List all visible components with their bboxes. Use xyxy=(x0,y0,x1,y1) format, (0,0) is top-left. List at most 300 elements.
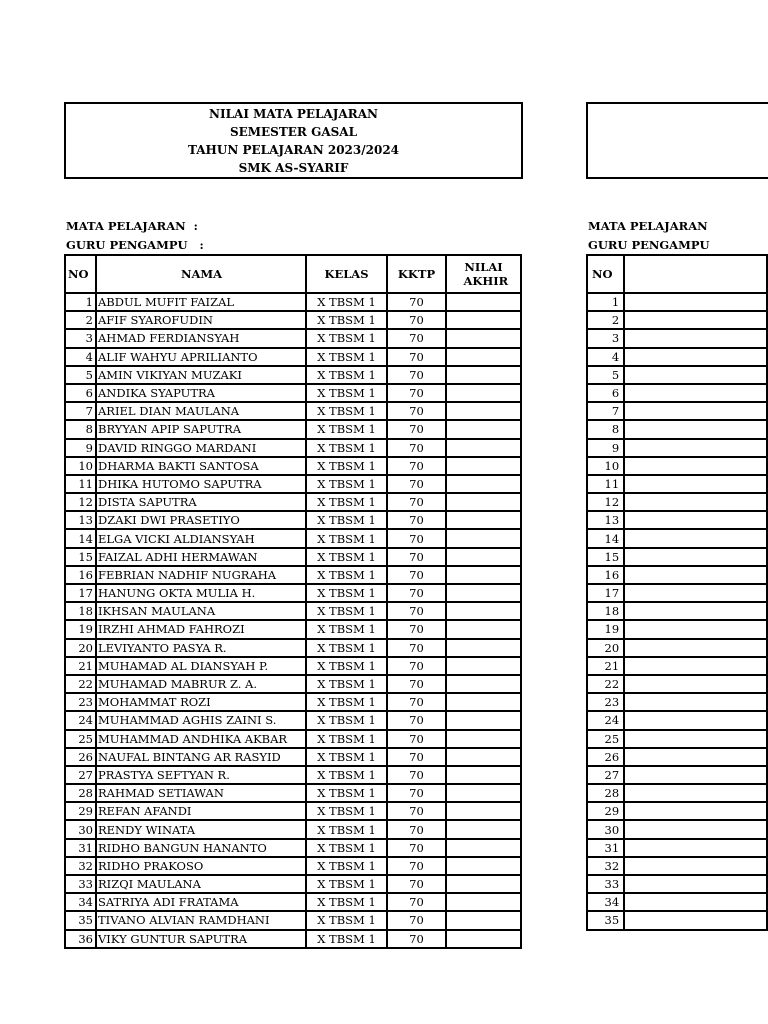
right-guru-pengampu-label: GURU PENGAMPU xyxy=(588,238,710,252)
row-kelas: X TBSM 1 xyxy=(306,802,387,820)
row-kktp: 70 xyxy=(387,857,446,875)
row-nilai-akhir[interactable] xyxy=(446,457,521,475)
table-row xyxy=(65,439,521,457)
side-row-rest xyxy=(624,566,767,584)
row-kktp: 70 xyxy=(387,329,446,347)
side-row-rest xyxy=(624,839,767,857)
col-header-nama: NAMA xyxy=(96,255,306,293)
row-nama: TIVANO ALVIAN RAMDHANI xyxy=(96,911,306,929)
row-no: 16 xyxy=(65,566,96,584)
side-row-no: 26 xyxy=(587,748,624,766)
side-row-no: 32 xyxy=(587,857,624,875)
row-nama: BRYYAN APIP SAPUTRA xyxy=(96,420,306,438)
row-kelas: X TBSM 1 xyxy=(306,911,387,929)
side-row-no: 25 xyxy=(587,730,624,748)
table-row xyxy=(65,639,521,657)
row-nama: MUHAMAD MABRUR Z. A. xyxy=(96,675,306,693)
row-nilai-akhir[interactable] xyxy=(446,548,521,566)
row-nama: RIZQI MAULANA xyxy=(96,875,306,893)
side-table-row xyxy=(587,748,767,766)
row-kktp: 70 xyxy=(387,675,446,693)
row-nilai-akhir[interactable] xyxy=(446,511,521,529)
guru-pengampu-label: GURU PENGAMPU : xyxy=(66,238,204,252)
table-row xyxy=(65,748,521,766)
row-no: 5 xyxy=(65,366,96,384)
row-nilai-akhir[interactable] xyxy=(446,584,521,602)
table-row xyxy=(65,529,521,547)
side-row-rest xyxy=(624,711,767,729)
row-nama: IKHSAN MAULANA xyxy=(96,602,306,620)
row-nama: DAVID RINGGO MARDANI xyxy=(96,439,306,457)
row-no: 22 xyxy=(65,675,96,693)
row-nama: AFIF SYAROFUDIN xyxy=(96,311,306,329)
row-nilai-akhir[interactable] xyxy=(446,893,521,911)
row-no: 10 xyxy=(65,457,96,475)
row-kelas: X TBSM 1 xyxy=(306,657,387,675)
side-table-row xyxy=(587,675,767,693)
side-table-row xyxy=(587,439,767,457)
side-row-no: 10 xyxy=(587,457,624,475)
side-row-rest xyxy=(624,675,767,693)
table-row xyxy=(65,930,521,948)
table-row xyxy=(65,384,521,402)
side-col-header-rest xyxy=(624,255,767,293)
row-kktp: 70 xyxy=(387,420,446,438)
row-no: 13 xyxy=(65,511,96,529)
row-nama: MUHAMMAD ANDHIKA AKBAR xyxy=(96,730,306,748)
row-kelas: X TBSM 1 xyxy=(306,639,387,657)
row-kelas: X TBSM 1 xyxy=(306,493,387,511)
side-row-rest xyxy=(624,766,767,784)
side-row-no: 24 xyxy=(587,711,624,729)
table-row xyxy=(65,548,521,566)
row-kelas: X TBSM 1 xyxy=(306,857,387,875)
grades-table-body xyxy=(65,293,521,948)
side-table-row xyxy=(587,493,767,511)
row-no: 12 xyxy=(65,493,96,511)
col-header-kktp: KKTP xyxy=(387,255,446,293)
table-row xyxy=(65,620,521,638)
row-kelas: X TBSM 1 xyxy=(306,620,387,638)
side-table-row xyxy=(587,329,767,347)
side-table-row xyxy=(587,766,767,784)
row-no: 32 xyxy=(65,857,96,875)
row-nilai-akhir[interactable] xyxy=(446,402,521,420)
row-no: 24 xyxy=(65,711,96,729)
row-no: 17 xyxy=(65,584,96,602)
row-no: 1 xyxy=(65,293,96,311)
row-kktp: 70 xyxy=(387,930,446,948)
side-row-rest xyxy=(624,439,767,457)
row-kelas: X TBSM 1 xyxy=(306,766,387,784)
table-row xyxy=(65,839,521,857)
table-row xyxy=(65,875,521,893)
row-nilai-akhir[interactable] xyxy=(446,693,521,711)
row-kelas: X TBSM 1 xyxy=(306,475,387,493)
side-row-rest xyxy=(624,529,767,547)
side-table-row xyxy=(587,893,767,911)
row-no: 6 xyxy=(65,384,96,402)
side-row-rest xyxy=(624,348,767,366)
row-kelas: X TBSM 1 xyxy=(306,730,387,748)
row-no: 25 xyxy=(65,730,96,748)
side-row-rest xyxy=(624,329,767,347)
side-header-row xyxy=(587,255,767,293)
row-kelas: X TBSM 1 xyxy=(306,511,387,529)
table-row xyxy=(65,911,521,929)
side-table-row xyxy=(587,475,767,493)
row-kktp: 70 xyxy=(387,730,446,748)
side-row-rest xyxy=(624,584,767,602)
row-nilai-akhir[interactable] xyxy=(446,293,521,311)
row-nama: VIKY GUNTUR SAPUTRA xyxy=(96,930,306,948)
side-row-no: 6 xyxy=(587,384,624,402)
side-table-row xyxy=(587,366,767,384)
side-table-row xyxy=(587,857,767,875)
row-nama: FEBRIAN NADHIF NUGRAHA xyxy=(96,566,306,584)
table-row xyxy=(65,293,521,311)
row-kktp: 70 xyxy=(387,802,446,820)
side-row-no: 35 xyxy=(587,911,624,929)
title-line-4: SMK AS-SYARIF xyxy=(238,160,349,175)
side-row-no: 31 xyxy=(587,839,624,857)
row-nama: LEVIYANTO PASYA R. xyxy=(96,639,306,657)
row-nilai-akhir[interactable] xyxy=(446,730,521,748)
side-row-no: 21 xyxy=(587,657,624,675)
row-no: 27 xyxy=(65,766,96,784)
side-table-row xyxy=(587,293,767,311)
side-row-rest xyxy=(624,784,767,802)
side-table-row xyxy=(587,784,767,802)
row-kelas: X TBSM 1 xyxy=(306,711,387,729)
grades-table xyxy=(64,254,522,949)
row-no: 34 xyxy=(65,893,96,911)
side-row-rest xyxy=(624,620,767,638)
row-no: 7 xyxy=(65,402,96,420)
table-row xyxy=(65,693,521,711)
row-kktp: 70 xyxy=(387,620,446,638)
row-nilai-akhir[interactable] xyxy=(446,839,521,857)
row-nilai-akhir[interactable] xyxy=(446,875,521,893)
table-row xyxy=(65,329,521,347)
table-row xyxy=(65,711,521,729)
row-nilai-akhir[interactable] xyxy=(446,911,521,929)
side-row-no: 9 xyxy=(587,439,624,457)
table-row xyxy=(65,420,521,438)
side-table-row xyxy=(587,639,767,657)
row-kktp: 70 xyxy=(387,748,446,766)
row-nilai-akhir[interactable] xyxy=(446,420,521,438)
side-table-row xyxy=(587,402,767,420)
table-row xyxy=(65,311,521,329)
row-nama: DISTA SAPUTRA xyxy=(96,493,306,511)
row-kelas: X TBSM 1 xyxy=(306,548,387,566)
row-no: 30 xyxy=(65,820,96,838)
table-row xyxy=(65,366,521,384)
table-row xyxy=(65,584,521,602)
side-row-rest xyxy=(624,402,767,420)
side-table-row xyxy=(587,820,767,838)
row-nama: ABDUL MUFIT FAIZAL xyxy=(96,293,306,311)
row-kktp: 70 xyxy=(387,657,446,675)
col-header-kelas: KELAS xyxy=(306,255,387,293)
side-table xyxy=(586,254,768,931)
row-kelas: X TBSM 1 xyxy=(306,875,387,893)
side-row-rest xyxy=(624,748,767,766)
side-row-rest xyxy=(624,893,767,911)
row-nama: DHIKA HUTOMO SAPUTRA xyxy=(96,475,306,493)
row-kelas: X TBSM 1 xyxy=(306,402,387,420)
row-kelas: X TBSM 1 xyxy=(306,839,387,857)
side-table-row xyxy=(587,711,767,729)
row-nama: RIDHO PRAKOSO xyxy=(96,857,306,875)
row-nilai-akhir[interactable] xyxy=(446,602,521,620)
title-line-1: NILAI MATA PELAJARAN xyxy=(209,106,378,121)
side-row-no: 13 xyxy=(587,511,624,529)
side-row-rest xyxy=(624,420,767,438)
row-no: 11 xyxy=(65,475,96,493)
row-nama: ELGA VICKI ALDIANSYAH xyxy=(96,529,306,547)
row-nilai-akhir[interactable] xyxy=(446,784,521,802)
side-row-no: 7 xyxy=(587,402,624,420)
row-nilai-akhir[interactable] xyxy=(446,620,521,638)
side-row-rest xyxy=(624,493,767,511)
side-row-rest xyxy=(624,730,767,748)
side-table-row xyxy=(587,875,767,893)
side-row-no: 18 xyxy=(587,602,624,620)
row-kktp: 70 xyxy=(387,911,446,929)
row-no: 2 xyxy=(65,311,96,329)
side-row-no: 14 xyxy=(587,529,624,547)
side-table-row xyxy=(587,548,767,566)
col-header-no: NO xyxy=(65,255,96,293)
side-row-rest xyxy=(624,657,767,675)
row-kktp: 70 xyxy=(387,602,446,620)
row-kelas: X TBSM 1 xyxy=(306,348,387,366)
row-nilai-akhir[interactable] xyxy=(446,930,521,948)
row-no: 8 xyxy=(65,420,96,438)
row-nilai-akhir[interactable] xyxy=(446,366,521,384)
table-row xyxy=(65,402,521,420)
row-no: 33 xyxy=(65,875,96,893)
row-kelas: X TBSM 1 xyxy=(306,529,387,547)
row-kktp: 70 xyxy=(387,348,446,366)
row-kelas: X TBSM 1 xyxy=(306,384,387,402)
side-table-row xyxy=(587,584,767,602)
side-table-row xyxy=(587,457,767,475)
row-kelas: X TBSM 1 xyxy=(306,366,387,384)
table-row xyxy=(65,457,521,475)
right-table-wrap xyxy=(586,254,768,944)
row-kktp: 70 xyxy=(387,639,446,657)
table-row xyxy=(65,766,521,784)
row-nilai-akhir[interactable] xyxy=(446,329,521,347)
side-row-no: 20 xyxy=(587,639,624,657)
row-nama: DHARMA BAKTI SANTOSA xyxy=(96,457,306,475)
side-row-rest xyxy=(624,311,767,329)
row-kktp: 70 xyxy=(387,384,446,402)
side-row-rest xyxy=(624,366,767,384)
title-line-3: TAHUN PELAJARAN 2023/2024 xyxy=(187,142,400,157)
row-nilai-akhir[interactable] xyxy=(446,675,521,693)
side-table-row xyxy=(587,802,767,820)
side-row-no: 5 xyxy=(587,366,624,384)
side-row-rest xyxy=(624,911,767,929)
row-kelas: X TBSM 1 xyxy=(306,311,387,329)
side-row-no: 1 xyxy=(587,293,624,311)
side-row-no: 3 xyxy=(587,329,624,347)
row-no: 4 xyxy=(65,348,96,366)
side-row-no: 33 xyxy=(587,875,624,893)
row-nama: REFAN AFANDI xyxy=(96,802,306,820)
row-nilai-akhir[interactable] xyxy=(446,639,521,657)
side-row-no: 17 xyxy=(587,584,624,602)
title-box xyxy=(64,102,523,179)
row-nama: RENDY WINATA xyxy=(96,820,306,838)
row-no: 14 xyxy=(65,529,96,547)
row-nama: PRASTYA SEFTYAN R. xyxy=(96,766,306,784)
table-row xyxy=(65,802,521,820)
row-nilai-akhir[interactable] xyxy=(446,766,521,784)
row-kktp: 70 xyxy=(387,366,446,384)
row-nama: RIDHO BANGUN HANANTO xyxy=(96,839,306,857)
row-nilai-akhir[interactable] xyxy=(446,802,521,820)
row-nama: SATRIYA ADI FRATAMA xyxy=(96,893,306,911)
side-row-rest xyxy=(624,820,767,838)
row-nilai-akhir[interactable] xyxy=(446,657,521,675)
table-row xyxy=(65,602,521,620)
row-kktp: 70 xyxy=(387,529,446,547)
row-nama: FAIZAL ADHI HERMAWAN xyxy=(96,548,306,566)
row-nama: AMIN VIKIYAN MUZAKI xyxy=(96,366,306,384)
side-row-no: 27 xyxy=(587,766,624,784)
side-row-no: 23 xyxy=(587,693,624,711)
row-nilai-akhir[interactable] xyxy=(446,529,521,547)
row-kelas: X TBSM 1 xyxy=(306,930,387,948)
row-nilai-akhir[interactable] xyxy=(446,439,521,457)
right-mata-pelajaran-label: MATA PELAJARAN xyxy=(588,219,708,233)
row-kelas: X TBSM 1 xyxy=(306,293,387,311)
side-row-rest xyxy=(624,384,767,402)
side-table-row xyxy=(587,730,767,748)
row-nama: AHMAD FERDIANSYAH xyxy=(96,329,306,347)
row-kktp: 70 xyxy=(387,493,446,511)
row-nama: NAUFAL BINTANG AR RASYID xyxy=(96,748,306,766)
row-nilai-akhir[interactable] xyxy=(446,493,521,511)
row-no: 23 xyxy=(65,693,96,711)
row-kelas: X TBSM 1 xyxy=(306,784,387,802)
row-kelas: X TBSM 1 xyxy=(306,748,387,766)
row-kktp: 70 xyxy=(387,584,446,602)
row-kktp: 70 xyxy=(387,311,446,329)
row-no: 21 xyxy=(65,657,96,675)
table-row xyxy=(65,493,521,511)
row-no: 3 xyxy=(65,329,96,347)
row-nama: ARIEL DIAN MAULANA xyxy=(96,402,306,420)
side-row-no: 30 xyxy=(587,820,624,838)
side-row-rest xyxy=(624,602,767,620)
row-kktp: 70 xyxy=(387,766,446,784)
table-header-row xyxy=(65,255,521,293)
row-nama: RAHMAD SETIAWAN xyxy=(96,784,306,802)
row-kelas: X TBSM 1 xyxy=(306,675,387,693)
side-row-rest xyxy=(624,293,767,311)
row-nama: HANUNG OKTA MULIA H. xyxy=(96,584,306,602)
col-header-nilai-akhir xyxy=(446,255,521,293)
title-line-2: SEMESTER GASAL xyxy=(229,124,358,139)
row-nilai-akhir[interactable] xyxy=(446,566,521,584)
row-nilai-akhir[interactable] xyxy=(446,311,521,329)
side-table-row xyxy=(587,620,767,638)
side-row-no: 8 xyxy=(587,420,624,438)
row-nilai-akhir[interactable] xyxy=(446,348,521,366)
side-table-row xyxy=(587,911,767,929)
side-table-row xyxy=(587,839,767,857)
row-no: 29 xyxy=(65,802,96,820)
row-nilai-akhir[interactable] xyxy=(446,857,521,875)
nilai-akhir-label: NILAI AKHIR xyxy=(463,260,509,288)
row-nama: MUHAMAD AL DIANSYAH P. xyxy=(96,657,306,675)
side-row-no: 4 xyxy=(587,348,624,366)
side-row-rest xyxy=(624,857,767,875)
row-no: 19 xyxy=(65,620,96,638)
side-table-body xyxy=(587,293,767,930)
row-nama: MUHAMMAD AGHIS ZAINI S. xyxy=(96,711,306,729)
row-kktp: 70 xyxy=(387,820,446,838)
row-nilai-akhir[interactable] xyxy=(446,475,521,493)
table-row xyxy=(65,730,521,748)
row-kktp: 70 xyxy=(387,784,446,802)
row-nama: ANDIKA SYAPUTRA xyxy=(96,384,306,402)
row-nilai-akhir[interactable] xyxy=(446,748,521,766)
table-row xyxy=(65,657,521,675)
table-row xyxy=(65,784,521,802)
row-kktp: 70 xyxy=(387,475,446,493)
side-row-rest xyxy=(624,457,767,475)
side-table-row xyxy=(587,348,767,366)
row-kktp: 70 xyxy=(387,439,446,457)
side-row-rest xyxy=(624,511,767,529)
side-row-no: 19 xyxy=(587,620,624,638)
row-no: 35 xyxy=(65,911,96,929)
row-nama: IRZHI AHMAD FAHROZI xyxy=(96,620,306,638)
side-row-rest xyxy=(624,802,767,820)
row-no: 26 xyxy=(65,748,96,766)
side-row-no: 34 xyxy=(587,893,624,911)
table-row xyxy=(65,893,521,911)
mata-pelajaran-label: MATA PELAJARAN : xyxy=(66,219,198,233)
table-row xyxy=(65,511,521,529)
side-row-rest xyxy=(624,693,767,711)
table-row xyxy=(65,820,521,838)
row-kelas: X TBSM 1 xyxy=(306,420,387,438)
row-nilai-akhir[interactable] xyxy=(446,711,521,729)
row-kelas: X TBSM 1 xyxy=(306,584,387,602)
row-no: 18 xyxy=(65,602,96,620)
row-no: 9 xyxy=(65,439,96,457)
row-nilai-akhir[interactable] xyxy=(446,384,521,402)
row-nama: MOHAMMAT ROZI xyxy=(96,693,306,711)
table-row xyxy=(65,348,521,366)
row-kelas: X TBSM 1 xyxy=(306,439,387,457)
row-kelas: X TBSM 1 xyxy=(306,457,387,475)
row-kelas: X TBSM 1 xyxy=(306,329,387,347)
row-kelas: X TBSM 1 xyxy=(306,893,387,911)
side-row-no: 28 xyxy=(587,784,624,802)
row-kktp: 70 xyxy=(387,457,446,475)
row-nilai-akhir[interactable] xyxy=(446,820,521,838)
side-table-row xyxy=(587,566,767,584)
